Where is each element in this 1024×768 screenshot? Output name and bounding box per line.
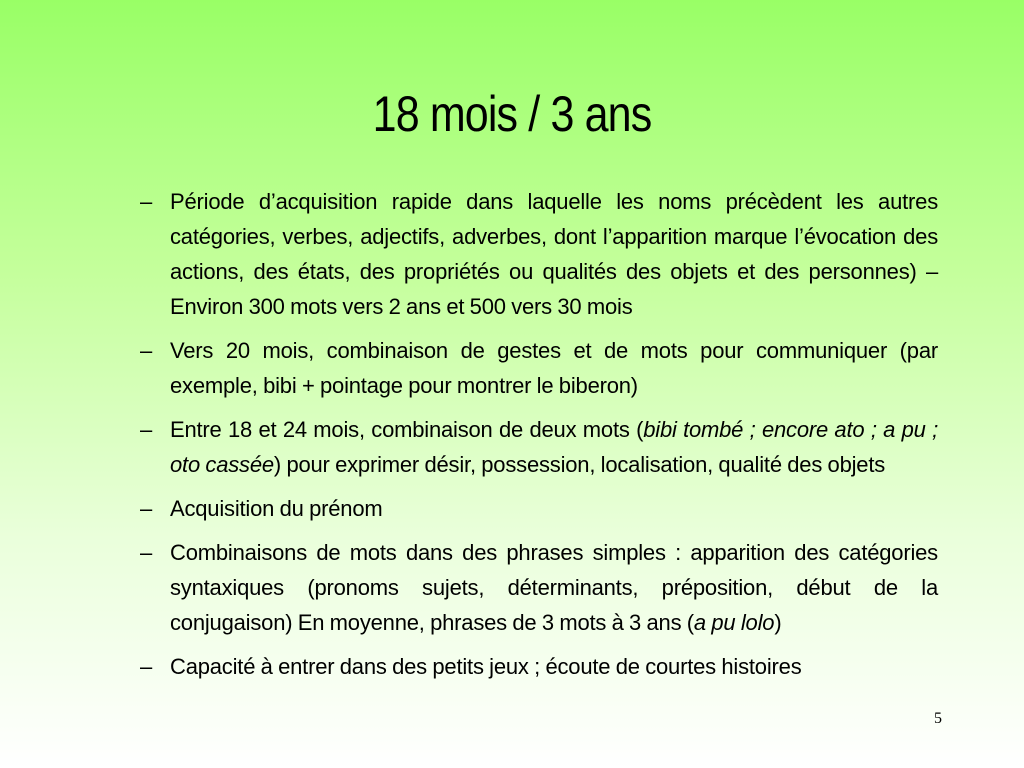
- bullet-text: Vers 20 mois, combinaison de gestes et de mots pour communiquer (par exemple, bibi + pointage pour montrer le biberon): [170, 338, 938, 398]
- bullet-dash: –: [140, 654, 153, 679]
- bullet-item: [130, 649, 938, 684]
- bullet-item: [130, 535, 938, 640]
- bullet-item: [130, 184, 938, 324]
- bullet-example-italic: bibi tombé ; encore ato ; a pu ; oto cassée: [170, 417, 938, 477]
- bullet-dash: –: [140, 540, 153, 565]
- page-number: 5: [934, 710, 942, 727]
- bullet-list: [130, 184, 938, 693]
- slide-title: 18 mois / 3 ans: [372, 86, 652, 142]
- bullet-text-before: Entre 18 et 24 mois, combinaison de deux mots (: [170, 417, 644, 442]
- bullet-text: Période d’acquisition rapide dans laquelle les noms précèdent les autres catégories, verbes, adjectifs, adverbes, dont l’apparition marque l’évocation des actions, des états, des propriétés ou qualités des objets et des personnes) – Environ 300 mots vers 2 ans et 500 vers 30 mois: [170, 189, 938, 319]
- bullet-text-after: ): [774, 610, 782, 635]
- bullet-dash: –: [140, 417, 153, 442]
- bullet-text-before: Combinaisons de mots dans des phrases simples : apparition des catégories syntaxiques (pronoms sujets, déterminants, préposition, début de la conjugaison) En moyenne, phrases de 3 mots à 3 ans (: [170, 540, 938, 635]
- bullet-item: [130, 333, 938, 403]
- bullet-item: [130, 412, 938, 482]
- bullet-dash: –: [140, 496, 153, 521]
- bullet-item: [130, 491, 938, 526]
- bullet-text-after: ) pour exprimer désir, possession, localisation, qualité des objets: [273, 452, 886, 477]
- bullet-dash: –: [140, 189, 153, 214]
- bullet-text: Acquisition du prénom: [170, 496, 383, 521]
- bullet-example-italic: a pu lolo: [693, 610, 775, 635]
- bullet-dash: –: [140, 338, 153, 363]
- bullet-text: Capacité à entrer dans des petits jeux ; écoute de courtes histoires: [170, 654, 802, 679]
